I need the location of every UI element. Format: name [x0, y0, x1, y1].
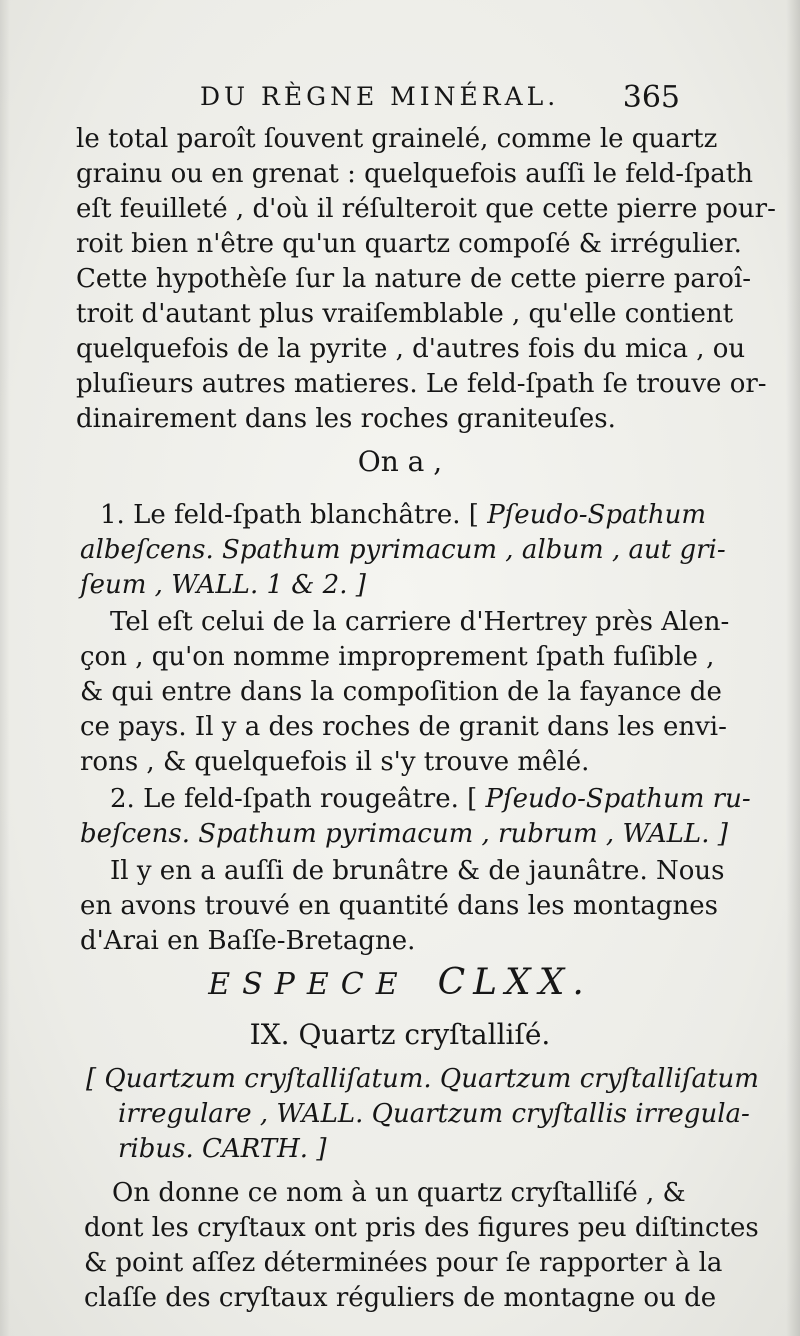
text-line: troit d'autant plus vraiſemblable , qu'elle contient	[76, 299, 734, 329]
text-line: le total paroît ſouvent grainelé, comme le quartz	[76, 124, 718, 154]
text-line: Tel eſt celui de la carriere d'Hertrey près Alen-	[110, 607, 730, 637]
text-line: roit bien n'être qu'un quartz compoſé & irrégulier.	[76, 229, 742, 259]
item-2-line	[110, 782, 751, 816]
item-title: IX. Quartz cryſtalliſé.	[249, 1018, 551, 1051]
text-line: eſt feuilleté , d'où il réſulteroit que cette pierre pour-	[76, 194, 776, 224]
running-title: DU RÈGNE MINÉRAL.	[200, 82, 560, 111]
species-heading	[0, 962, 800, 1003]
text-line: Il y en a auſſi de brunâtre & de jaunâtre. Nous	[110, 856, 725, 886]
text-line: pluſieurs autres matieres. Le feld-ſpath ſe trouve or-	[76, 369, 767, 399]
page-number: 365	[622, 80, 680, 115]
synonym-line: ribus. CARTH. ]	[118, 1134, 327, 1164]
item-1-synonym-line: albeſcens. Spathum pyrimacum , album , aut gri-	[80, 535, 726, 565]
gutter-shadow	[0, 0, 10, 1336]
text-line: & qui entre dans la compoſition de la fayance de	[80, 677, 722, 707]
text-line: d'Arai en Baſſe-Bretagne.	[80, 926, 416, 956]
text-line: On donne ce nom à un quartz cryſtalliſé , &	[112, 1178, 686, 1208]
text-line: grainu ou en grenat : quelquefois auſſi le feld-ſpath	[76, 159, 753, 189]
item-1-latin: Pſeudo-Spathum	[487, 500, 707, 530]
synonym-line: irregulare , WALL. Quartzum cryſtallis irregula-	[118, 1099, 750, 1129]
item-1-synonym-line: ſeum , WALL. 1 & 2. ]	[80, 570, 366, 600]
page-edge-shadow	[786, 0, 800, 1336]
text-line: dont les cryſtaux ont pris des figures peu diſtinctes	[84, 1213, 759, 1243]
text-line: quelquefois de la pyrite , d'autres fois du mica , ou	[76, 334, 746, 364]
species-number: CLXX.	[437, 962, 592, 1003]
text-line: rons , & quelquefois il s'y trouve mêlé.	[80, 747, 590, 777]
text-line: ce pays. Il y a des roches de granit dans les envi-	[80, 712, 727, 742]
text-line: çon , qu'on nomme improprement ſpath fuſible ,	[80, 642, 715, 672]
text-line: en avons trouvé en quantité dans les montagnes	[80, 891, 719, 921]
text-line: Cette hypothèſe ſur la nature de cette pierre paroî-	[76, 264, 752, 294]
item-2-synonym-line: beſcens. Spathum pyrimacum , rubrum , WALL. ]	[80, 819, 728, 849]
item-2-label: 2. Le feld-ſpath rougeâtre. [	[110, 784, 486, 814]
text-line: claſſe des cryſtaux réguliers de montagne ou de	[84, 1283, 717, 1313]
subheading-on-a: On a ,	[357, 445, 443, 478]
synonym-line: [ Quartzum cryſtalliſatum. Quartzum cryſtalliſatum	[86, 1064, 759, 1094]
text-line: & point aſſez déterminées pour ſe rapporter à la	[84, 1248, 723, 1278]
text-line: dinairement dans les roches graniteuſes.	[76, 404, 616, 434]
item-1-label: 1. Le feld-ſpath blanchâtre. [	[100, 500, 488, 530]
item-2-latin: Pſeudo-Spathum ru-	[485, 784, 751, 814]
item-1-line	[100, 498, 706, 532]
species-word: ESPECE	[208, 967, 410, 1002]
